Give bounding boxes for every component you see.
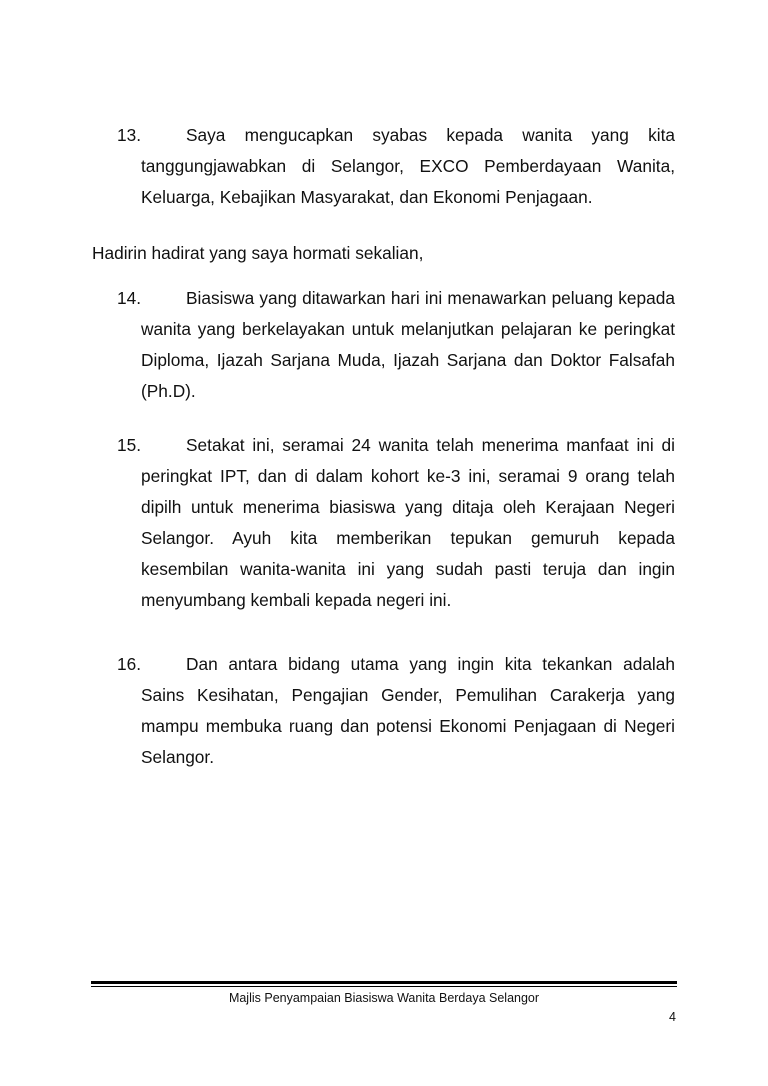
paragraph-number: 13. [117, 125, 142, 145]
paragraph-number: 14. [117, 288, 142, 308]
paragraph-14 [117, 283, 675, 407]
paragraph-number: 16. [117, 654, 142, 674]
paragraph-16 [117, 649, 675, 773]
paragraph-15 [117, 430, 675, 616]
footer-divider [91, 981, 677, 984]
salutation: Hadirin hadirat yang saya hormati sekalian, [92, 243, 424, 263]
paragraph-13 [117, 120, 675, 213]
paragraph-text: Biasiswa yang ditawarkan hari ini menawarkan peluang kepada wanita yang berkelayakan untuk melanjutkan pelajaran ke peringkat Diploma, Ijazah Sarjana Muda, Ijazah Sarjana dan Doktor Falsafah (Ph.D). [141, 288, 675, 401]
paragraph-text: Dan antara bidang utama yang ingin kita tekankan adalah Sains Kesihatan, Pengajian Gender, Pemulihan Carakerja yang mampu membuka ruang dan potensi Ekonomi Penjagaan di Negeri Selangor. [141, 654, 675, 767]
footer-divider-thin [91, 986, 677, 987]
paragraph-text: Saya mengucapkan syabas kepada wanita yang kita tanggungjawabkan di Selangor, EXCO Pemberdayaan Wanita, Keluarga, Kebajikan Masyarakat, dan Ekonomi Penjagaan. [141, 125, 675, 207]
paragraph-text: Setakat ini, seramai 24 wanita telah menerima manfaat ini di peringkat IPT, dan di dalam kohort ke-3 ini, seramai 9 orang telah dipilh untuk menerima biasiswa yang ditaja oleh Kerajaan Negeri Selangor. Ayuh kita memberikan tepukan gemuruh kepada kesembilan wanita-wanita ini yang sudah pasti teruja dan ingin menyumbang kembali kepada negeri ini. [141, 435, 675, 610]
page-number: 4 [669, 1010, 676, 1024]
paragraph-number: 15. [117, 435, 142, 455]
footer-title: Majlis Penyampaian Biasiswa Wanita Berdaya Selangor [228, 991, 540, 1005]
